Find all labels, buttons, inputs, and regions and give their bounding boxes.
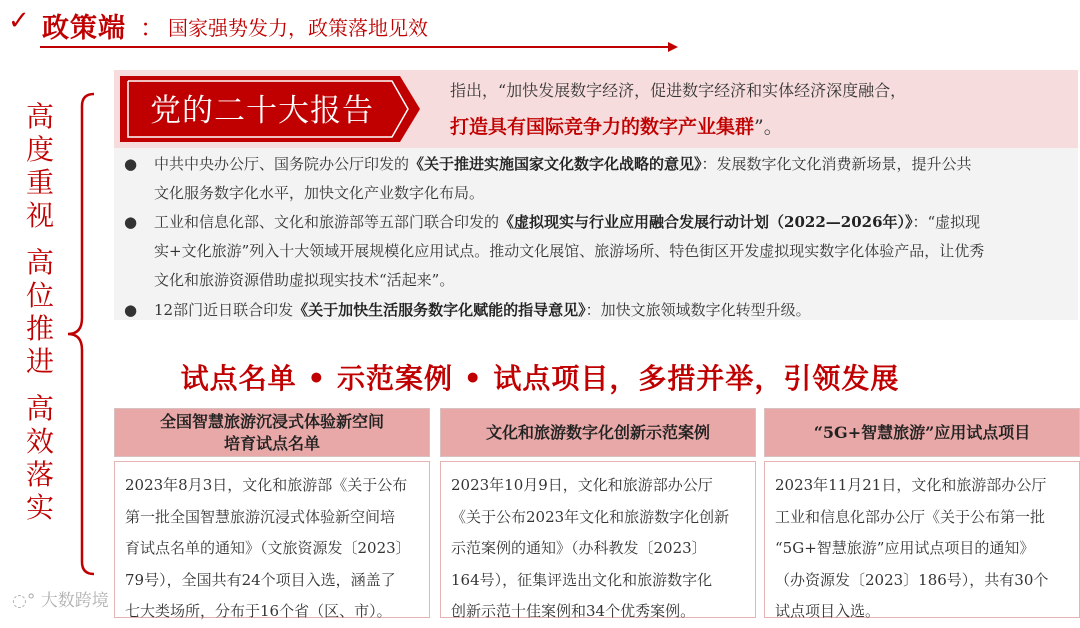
label-char: 度 <box>25 133 54 166</box>
label-char: 落 <box>25 458 54 491</box>
page-title: 政策端 <box>42 13 126 44</box>
label-char: 视 <box>25 199 54 232</box>
curly-brace <box>60 92 100 576</box>
card-line: 示范案例的通知》（办科教发〔2023〕 <box>451 539 707 557</box>
bullet-text <box>124 208 1064 237</box>
report-quote-tail: ”。 <box>754 116 783 138</box>
label-char: 高 <box>25 100 54 133</box>
bullet-item <box>124 150 1064 208</box>
card-2-title <box>440 408 756 457</box>
card-2-title-line1: 文化和旅游数字化创新示范案例 <box>485 422 710 442</box>
card-1-body <box>114 461 430 618</box>
card-line: 第一批全国智慧旅游沉浸式体验新空间培 <box>125 507 396 526</box>
card-line: （办资源发〔2023〕186号），共有30个 <box>775 570 1049 589</box>
label-group-3 <box>20 392 60 524</box>
bullet-icon: ● <box>124 155 138 173</box>
bullet-text-part: 工业和信息化部、文化和旅游部等五部门联合印发的 <box>154 213 500 231</box>
card-3-title-line1: “5G+智慧旅游”应用试点项目 <box>813 422 1031 442</box>
label-char: 推 <box>25 312 54 345</box>
watermark-logo-icon: ◌° <box>12 591 36 611</box>
title-colon: ： <box>140 14 164 42</box>
report-label: 党的二十大报告 <box>150 93 374 129</box>
bullet-text-part: 中共中央办公厅、国务院办公厅印发的 <box>154 155 410 173</box>
card-line: 《关于公布2023年文化和旅游数字化创新 <box>451 507 730 526</box>
card-line: 育试点名单的通知》（文旅资源发〔2023〕 <box>125 539 411 557</box>
card-line: 试点项目入选。 <box>775 602 881 620</box>
check-icon: ✓ <box>8 6 30 36</box>
title-underline <box>40 46 670 48</box>
card-line: 2023年11月21日，文化和旅游部办公厅 <box>775 476 1047 494</box>
card-1-title <box>114 408 430 457</box>
left-vertical-labels <box>20 100 60 538</box>
label-char: 效 <box>25 425 54 458</box>
card-2-body <box>440 461 756 618</box>
report-quote-line2 <box>450 112 783 139</box>
watermark-text: 大数跨境 <box>40 591 109 611</box>
card-line: 164号），征集评选出文化和旅游数字化 <box>451 570 713 589</box>
bullet-icon: ● <box>124 213 138 231</box>
bullet-text <box>124 150 1064 179</box>
card-3-title <box>764 408 1080 457</box>
card-line: 工业和信息化部办公厅《关于公布第一批 <box>775 507 1046 526</box>
watermark <box>12 586 109 611</box>
bullet-text-part: ：“虚拟现 <box>912 213 981 231</box>
bullet-doc-title: 《虚拟现实与行业应用融合发展行动计划（2022—2026年）》 <box>499 213 913 231</box>
label-char: 高 <box>25 392 54 425</box>
card-line: 七大类场所，分布于16个省（区、市）。 <box>125 602 392 620</box>
card-3-body <box>764 461 1080 618</box>
card-line: “5G+智慧旅游”应用试点项目的通知》 <box>775 539 1035 557</box>
label-char: 进 <box>25 345 54 378</box>
bullet-doc-title: 《关于推进实施国家文化数字化战略的意见》 <box>409 155 702 173</box>
bullet-text-cont: 文化服务数字化水平，加快文化产业数字化布局。 <box>154 184 485 202</box>
card-1-title-line2: 培育试点名单 <box>223 433 320 453</box>
bullet-item <box>124 296 1064 325</box>
label-char: 位 <box>25 279 54 312</box>
bullet-doc-title: 《关于加快生活服务数字化赋能的指导意见》 <box>293 301 586 319</box>
bullet-text-part: ：发展数字化文化消费新场景，提升公共 <box>701 155 972 173</box>
card-line: 创新示范十佳案例和34个优秀案例。 <box>451 602 696 620</box>
label-char: 重 <box>25 166 54 199</box>
label-char: 高 <box>25 246 54 279</box>
arrow-icon <box>668 42 678 52</box>
card-line: 2023年10月9日，文化和旅游部办公厅 <box>451 476 713 494</box>
section-title: 试点名单 • 示范案例 • 试点项目，多措并举，引领发展 <box>180 362 900 395</box>
bullet-text-part: 12部门近日联合印发 <box>154 301 294 319</box>
label-char: 实 <box>25 491 54 524</box>
card-line: 2023年8月3日，文化和旅游部《关于公布 <box>125 476 408 494</box>
report-quote-line1: 指出，“加快发展数字经济，促进数字经济和实体经济深度融合， <box>450 81 907 100</box>
card-line: 79号），全国共有24个项目入选，涵盖了 <box>125 570 396 589</box>
report-quote-emphasis: 打造具有国际竞争力的数字产业集群 <box>450 116 755 138</box>
label-group-1 <box>20 100 60 232</box>
bullet-icon: ● <box>124 301 138 319</box>
page-subtitle: 国家强势发力，政策落地见效 <box>168 16 428 40</box>
card-1-title-line1: 全国智慧旅游沉浸式体验新空间 <box>159 411 384 431</box>
bullet-item <box>124 208 1064 295</box>
policy-bullets <box>114 148 1078 320</box>
bullet-text-cont: 实+文化旅游”列入十大领域开展规模化应用试点。推动文化展馆、旅游场所、特色街区开发虚拟现实数字化体验产品，让优秀 <box>154 242 985 260</box>
bullet-text <box>124 296 1064 325</box>
bullet-text-cont: 文化和旅游资源借助虚拟现实技术“活起来”。 <box>154 271 455 289</box>
bullet-text-part: ：加快文旅领域数字化转型升级。 <box>585 301 811 319</box>
